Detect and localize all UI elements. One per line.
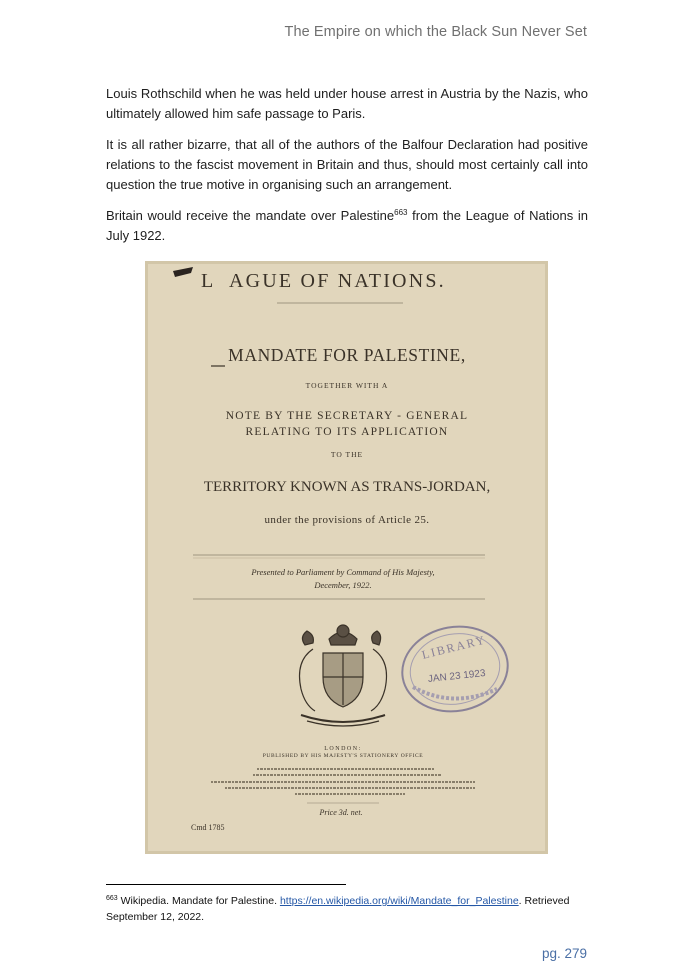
paragraph: It is all rather bizarre, that all of the authors of the Balfour Declaration had positive relations to the fascist movement in Britain and thus, should most certainly call into question the true motive in organising such an arrangement. bbox=[106, 137, 588, 192]
paragraph-text: Britain would receive the mandate over Palestine bbox=[106, 208, 395, 223]
footnote bbox=[106, 893, 586, 925]
footnote-ref[interactable]: 663 bbox=[394, 208, 408, 217]
together-line: TOGETHER WITH A bbox=[305, 381, 389, 390]
presented-line-1: Presented to Parliament by Command of His Majesty, bbox=[251, 567, 435, 577]
footnote-text-end: . Retrieved September 12, 2022. bbox=[106, 895, 570, 923]
stamp-title: LIBRARY bbox=[420, 632, 488, 662]
london-line: LONDON: bbox=[324, 746, 362, 752]
provisions-line: under the provisions of Article 25. bbox=[264, 514, 430, 526]
scanned-mandate-cover bbox=[145, 261, 548, 854]
command-number: Cmd 1785 bbox=[191, 823, 225, 832]
running-header: The Empire on which the Black Sun Never Set bbox=[284, 24, 587, 40]
paragraph-text: from the League of Nations in July 1922. bbox=[106, 208, 588, 243]
presented-line-2: December, 1922. bbox=[314, 580, 372, 590]
page-number: pg. 279 bbox=[541, 946, 587, 961]
footnote-link[interactable]: https://en.wikipedia.org/wiki/Mandate_for_Palestine bbox=[279, 895, 519, 907]
faded-letter: L bbox=[201, 270, 215, 292]
paragraph: Louis Rothschild when he was held under house arrest in Austria by the Nazis, who ultimately allowed him safe passage to Paris. bbox=[106, 86, 588, 121]
to-the-line: TO THE bbox=[330, 450, 364, 459]
note-line-1: NOTE BY THE SECRETARY - GENERAL bbox=[225, 410, 469, 422]
league-heading: AGUE OF NATIONS. bbox=[229, 270, 446, 292]
published-line: PUBLISHED BY HIS MAJESTY'S STATIONERY OFFICE bbox=[262, 753, 424, 759]
body-text bbox=[106, 84, 588, 257]
mandate-title: MANDATE FOR PALESTINE, bbox=[228, 345, 466, 365]
footnote-number: 663 bbox=[106, 895, 118, 902]
document-scan-figure bbox=[145, 261, 548, 854]
price-line: Price 3d. net. bbox=[319, 808, 363, 817]
paragraph bbox=[106, 206, 588, 246]
stamp-date: JAN 23 1923 bbox=[427, 668, 487, 686]
footnote-divider bbox=[106, 884, 346, 885]
territory-line: TERRITORY KNOWN AS TRANS-JORDAN, bbox=[203, 479, 491, 495]
footnote-text: Wikipedia. Mandate for Palestine. bbox=[117, 895, 280, 907]
note-line-2: RELATING TO ITS APPLICATION bbox=[245, 426, 449, 438]
